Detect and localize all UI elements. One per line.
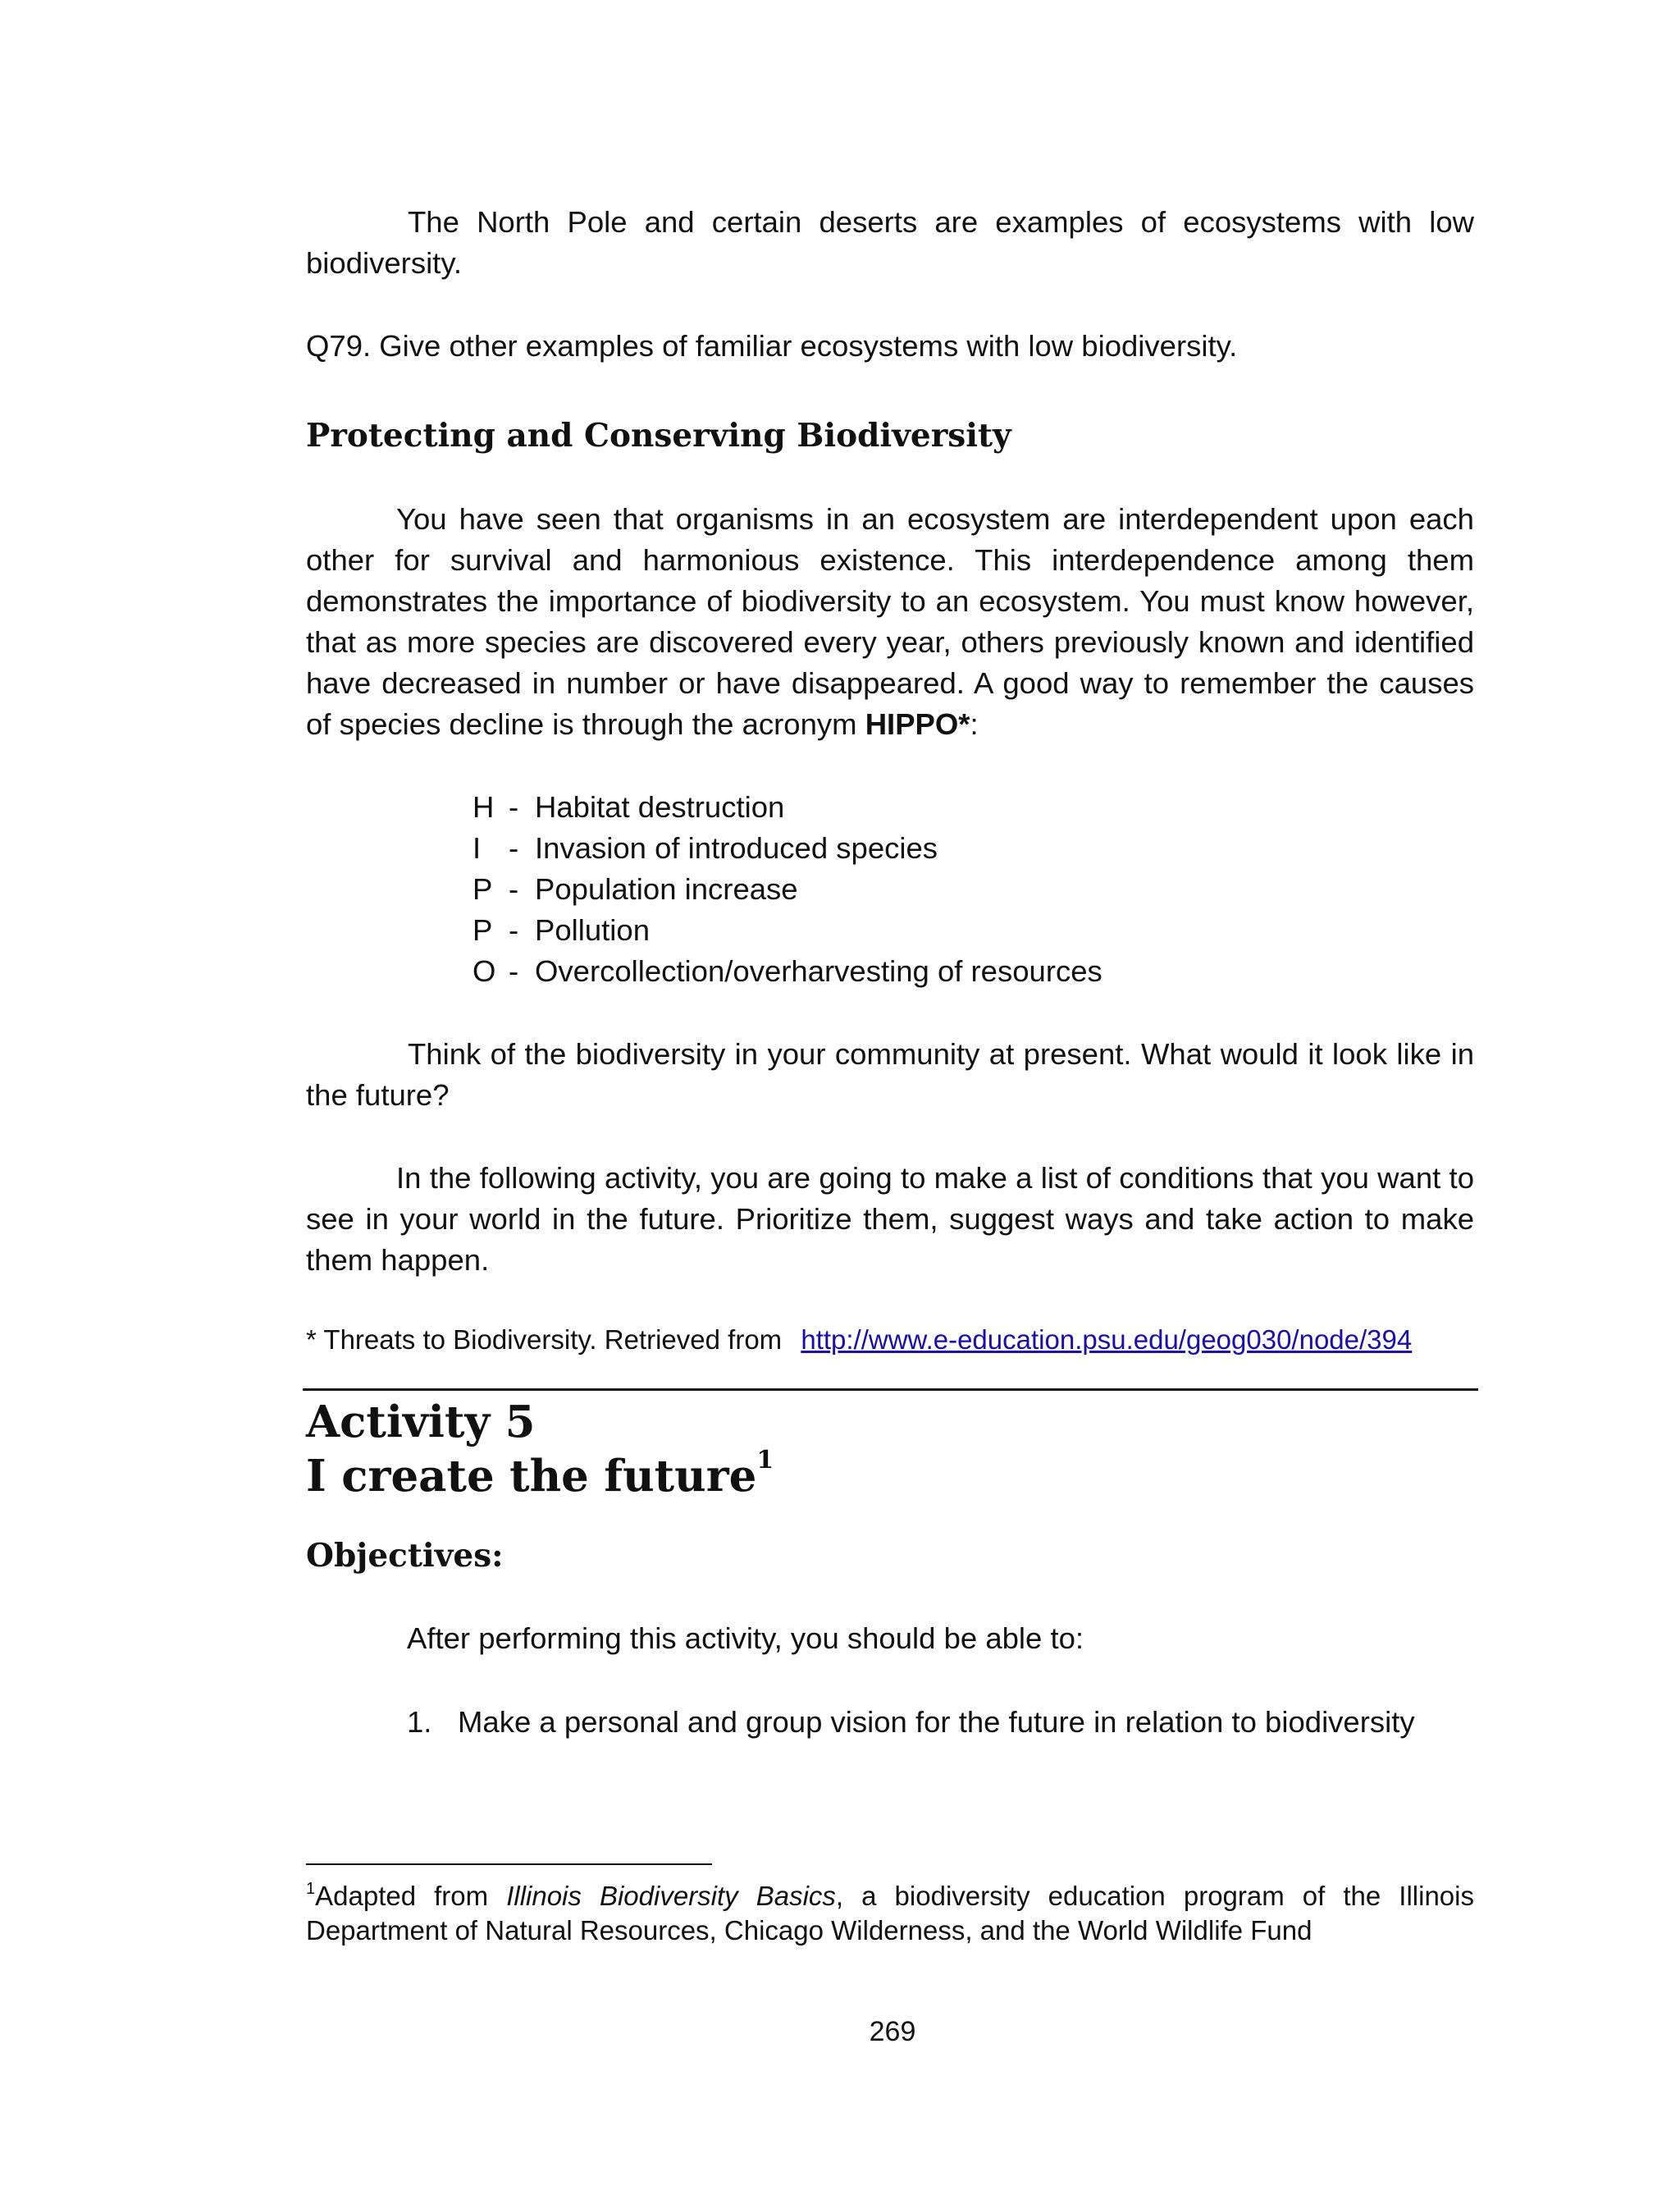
- hippo-dash: -: [509, 913, 519, 947]
- hippo-letter: I: [472, 831, 482, 865]
- footnote-mark: 1: [306, 1880, 316, 1898]
- hippo-letter: H: [472, 790, 495, 824]
- objective-item: [407, 1702, 1415, 1743]
- reference-link[interactable]: http://www.e-education.psu.edu/geog030/node/394: [801, 1324, 1413, 1355]
- activity-subtitle: [306, 1446, 774, 1503]
- objectives-heading: Objectives:: [306, 1537, 504, 1575]
- footnote-prefix: Adapted from: [315, 1881, 507, 1911]
- hippo-letter: O: [472, 954, 496, 988]
- activity-subtitle-text: I create the future: [306, 1451, 757, 1502]
- footnote-title: Illinois Biodiversity Basics: [506, 1881, 836, 1911]
- objective-number: 1.: [407, 1705, 432, 1739]
- page-number: 269: [869, 2016, 916, 2047]
- activity-title: Activity 5: [306, 1397, 536, 1447]
- hippo-text: Invasion of introduced species: [535, 831, 938, 865]
- question-q79: Q79. Give other examples of familiar ecosystems with low biodiversity.: [306, 329, 1238, 363]
- footnote: [306, 1879, 1474, 1948]
- acronym-hippo: HIPPO*: [865, 707, 970, 741]
- section-paragraph: [306, 499, 1474, 745]
- hippo-dash: -: [509, 872, 519, 906]
- hippo-dash: -: [509, 831, 519, 865]
- section-paragraph-text: You have seen that organisms in an ecosystem are interdependent upon each other for survival and harmonious existence. This interdependence among them demonstrates the importance of biodiversity to an ecosystem. You must know however, that as more species are discovered every year, others previously known and identified have decreased in number or have disappeared. A good way to remember the causes of species decline is through the acronym: [306, 502, 1474, 741]
- hippo-text: Pollution: [535, 913, 651, 947]
- objectives-intro: After performing this activity, you should be able to:: [407, 1621, 1084, 1655]
- objective-text: Make a personal and group vision for the future in relation to biodiversity: [458, 1705, 1415, 1739]
- hippo-letter: P: [472, 872, 493, 906]
- hippo-dash: -: [509, 790, 519, 824]
- section-heading: Protecting and Conserving Biodiversity: [306, 417, 1011, 455]
- hippo-dash: -: [509, 954, 519, 988]
- intro-paragraph: The North Pole and certain deserts are examples of ecosystems with low biodiversity.: [306, 205, 1474, 280]
- acronym-suffix: :: [970, 707, 979, 741]
- hippo-text: Overcollection/overharvesting of resources: [535, 954, 1102, 988]
- think-paragraph: Think of the biodiversity in your community at present. What would it look like in the future?: [306, 1037, 1474, 1112]
- hippo-text: Habitat destruction: [535, 790, 785, 824]
- hippo-text: Population increase: [535, 872, 798, 906]
- section-divider: [303, 1388, 1478, 1391]
- reference-line: [306, 1322, 1412, 1358]
- activity-intro-paragraph: In the following activity, you are going to make a list of conditions that you want to see in your world in the future. Prioritize them, suggest ways and take action to make them happen.: [306, 1161, 1474, 1277]
- footnote-suffix: , a biodiversity education program of the Illinois Department of Natural Resources, Chicago Wilderness, and the World Wildlife Fund: [306, 1881, 1474, 1945]
- activity-footnote-mark: 1: [756, 1446, 774, 1474]
- hippo-letter: P: [472, 913, 493, 947]
- footnote-separator: [306, 1863, 712, 1865]
- reference-text: * Threats to Biodiversity. Retrieved from: [306, 1324, 783, 1355]
